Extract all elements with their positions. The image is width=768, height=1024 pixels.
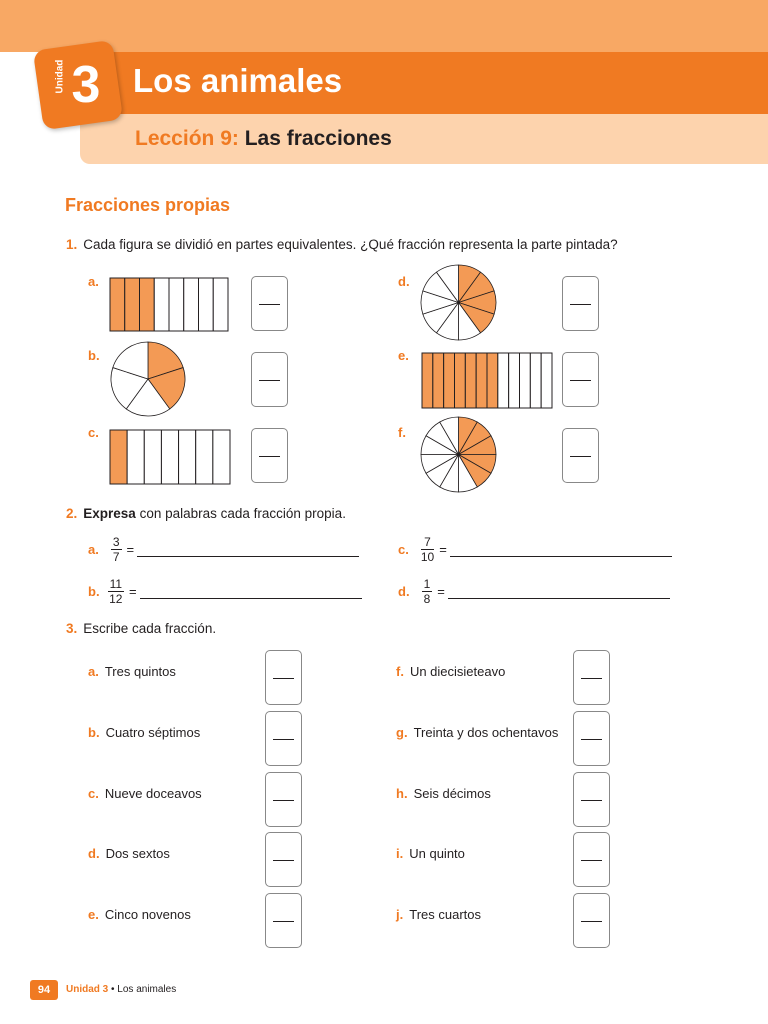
bar-part-11 (530, 353, 541, 408)
bar-part-6 (184, 278, 199, 331)
q2-item-b: b. $\frac{11}{12}$ = (88, 577, 362, 606)
footer-text: Unidad 3 • Los animales (66, 984, 177, 995)
q1-letter-f: f. (398, 425, 406, 440)
bar-part-4 (154, 278, 169, 331)
unit-title: Los animales (133, 62, 343, 99)
figure-a-bar (109, 277, 229, 332)
bar-part-3 (144, 430, 161, 484)
question-2-number: 2. (66, 506, 78, 521)
bar-part-8 (213, 278, 228, 331)
bar-part-2 (127, 430, 144, 484)
q3-item-g: g. Treinta y dos ochentavos (396, 725, 559, 740)
bar-part-3 (140, 278, 155, 331)
q2-fraction-c: $\frac{7}{10}$ (420, 535, 435, 564)
q3-answer-box-a[interactable] (265, 650, 302, 705)
q3-answer-box-g[interactable] (573, 711, 610, 766)
footer-unit-title: Los animales (117, 984, 177, 995)
q3-item-e: e. Cinco novenos (88, 907, 191, 922)
bar-part-7 (199, 278, 214, 331)
q2-fraction-a: $\frac{3}{7}$ (112, 535, 120, 564)
q3-answer-box-e[interactable] (265, 893, 302, 948)
q2-letter-a: a. (88, 542, 99, 557)
unit-word: Unidad (54, 59, 66, 94)
q2-letter-b: b. (88, 584, 100, 599)
question-1-number: 1. (66, 237, 78, 252)
q3-item-d: d. Dos sextos (88, 846, 170, 861)
bar-part-1 (422, 353, 433, 408)
figure-e-bar (421, 352, 553, 409)
figure-c-bar (109, 429, 231, 485)
bar-part-7 (487, 353, 498, 408)
q3-item-f: f. Un diecisieteavo (396, 664, 506, 679)
bar-part-5 (179, 430, 196, 484)
bar-part-2 (433, 353, 444, 408)
question-2-bold: Expresa (83, 506, 136, 521)
lesson-title (135, 127, 392, 151)
bar-part-9 (509, 353, 520, 408)
top-band (0, 0, 768, 52)
q1-letter-c: c. (88, 425, 99, 440)
bar-part-10 (520, 353, 531, 408)
bar-part-7 (213, 430, 230, 484)
q1-answer-box-f[interactable] (562, 428, 599, 483)
q3-item-c: c. Nueve doceavos (88, 786, 202, 801)
q2-letter-d: d. (398, 584, 410, 599)
bar-part-8 (498, 353, 509, 408)
page-number: 94 (30, 980, 58, 1000)
bar-part-2 (125, 278, 140, 331)
bar-part-5 (169, 278, 184, 331)
q1-letter-d: d. (398, 274, 410, 289)
q2-answer-line-c[interactable] (450, 543, 672, 557)
q2-answer-line-a[interactable] (137, 543, 359, 557)
q2-letter-c: c. (398, 542, 409, 557)
lesson-label: Lección 9: (135, 127, 239, 150)
figure-d-circle (420, 264, 497, 341)
q3-answer-box-c[interactable] (265, 772, 302, 827)
section-title: Fracciones propias (65, 195, 231, 215)
question-3-text: Escribe cada fracción. (83, 621, 217, 636)
bar-part-3 (444, 353, 455, 408)
bar-part-4 (455, 353, 466, 408)
q1-answer-box-a[interactable] (251, 276, 288, 331)
bar-part-6 (196, 430, 213, 484)
bar-part-6 (476, 353, 487, 408)
q2-item-c: c. $\frac{7}{10}$ = (398, 535, 672, 564)
question-1-text: Cada figura se dividió en partes equivalentes. ¿Qué fracción representa la parte pintada? (83, 237, 618, 252)
q1-letter-e: e. (398, 348, 409, 363)
bar-part-12 (541, 353, 552, 408)
q3-item-h: h. Seis décimos (396, 786, 491, 801)
q2-fraction-d: $\frac{1}{8}$ (423, 577, 431, 606)
figure-f-circle (420, 416, 497, 493)
q3-answer-box-h[interactable] (573, 772, 610, 827)
question-2 (66, 506, 346, 521)
footer-unit-label: Unidad 3 (66, 984, 109, 995)
q3-answer-box-b[interactable] (265, 711, 302, 766)
q2-fraction-b: $\frac{11}{12}$ (109, 577, 123, 606)
bar-part-1 (110, 430, 127, 484)
unit-number: 3 (71, 56, 101, 114)
q1-letter-b: b. (88, 348, 100, 363)
question-3-number: 3. (66, 621, 78, 636)
q1-answer-box-e[interactable] (562, 352, 599, 407)
question-3 (66, 621, 216, 636)
q2-item-a: a. $\frac{3}{7}$ = (88, 535, 359, 564)
q3-answer-box-d[interactable] (265, 832, 302, 887)
q2-item-d: d. $\frac{1}{8}$ = (398, 577, 670, 606)
bar-part-1 (110, 278, 125, 331)
bar-part-5 (465, 353, 476, 408)
q3-answer-box-f[interactable] (573, 650, 610, 705)
question-2-text: con palabras cada fracción propia. (135, 506, 346, 521)
q1-answer-box-c[interactable] (251, 428, 288, 483)
q3-item-b: b. Cuatro séptimos (88, 725, 201, 740)
q3-answer-box-i[interactable] (573, 832, 610, 887)
bar-part-4 (161, 430, 178, 484)
lesson-name: Las fracciones (244, 127, 392, 150)
q1-letter-a: a. (88, 274, 99, 289)
q2-answer-line-b[interactable] (140, 585, 362, 599)
q2-answer-line-d[interactable] (448, 585, 670, 599)
figure-b-circle (110, 341, 186, 417)
q3-item-i: i. Un quinto (396, 846, 465, 861)
q3-item-j: j. Tres cuartos (396, 907, 481, 922)
q3-answer-box-j[interactable] (573, 893, 610, 948)
q1-answer-box-b[interactable] (251, 352, 288, 407)
q1-answer-box-d[interactable] (562, 276, 599, 331)
question-1 (66, 237, 618, 252)
q3-item-a: a. Tres quintos (88, 664, 176, 679)
